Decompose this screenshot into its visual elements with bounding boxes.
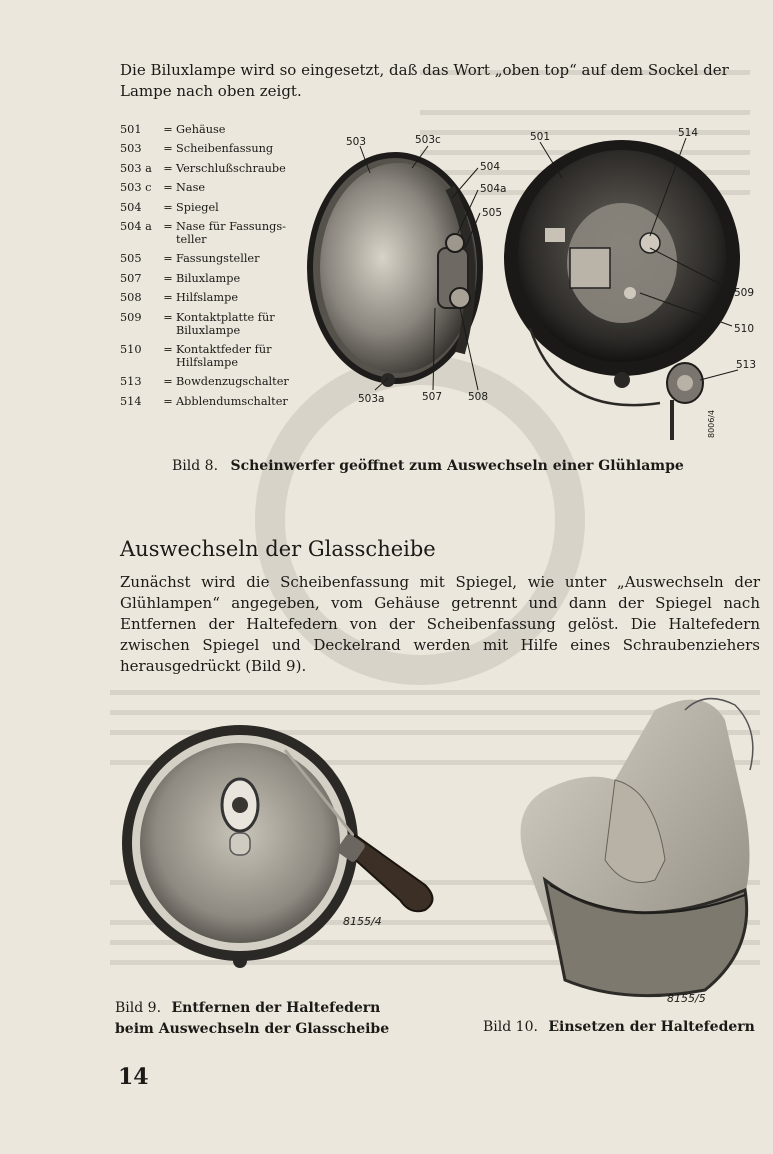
- legend-number: 501: [120, 123, 142, 136]
- intro-paragraph: Die Biluxlampe wird so eingesetzt, daß das Wort „oben top“ auf dem Sockel der Lampe nach oben zeigt.: [120, 61, 729, 100]
- legend-number: 505: [120, 252, 142, 266]
- reflector-assembly: [310, 155, 480, 387]
- legend-row: 514 = Abblendumschalter: [120, 395, 305, 408]
- callout-504: 504: [480, 161, 501, 173]
- legend-row: 501 = Gehäuse: [120, 123, 305, 136]
- legend-number: 508: [120, 291, 142, 305]
- legend-number: 503: [120, 142, 142, 156]
- figure-8-headlamp-open: [300, 118, 765, 448]
- legend-label: Biluxlampe: [176, 271, 241, 285]
- legend-number: 513: [120, 375, 142, 389]
- legend-label: Spiegel: [176, 200, 219, 214]
- figure-8-caption-prefix: Bild 8.: [172, 458, 219, 474]
- callout-509: 509: [734, 287, 755, 299]
- legend-number: 503 a: [120, 161, 152, 175]
- figure-9-caption: [115, 998, 389, 1040]
- legend-row: 510 = Kontaktfeder für Hilfslampe: [120, 343, 305, 369]
- figure-9-caption-prefix: Bild 9.: [115, 1000, 162, 1016]
- legend-number: 503 c: [120, 181, 152, 195]
- figure-8-reference: 8006/4: [707, 409, 716, 438]
- legend-row: 503 a = Verschlußschraube: [120, 162, 305, 175]
- housing-assembly: [504, 140, 740, 440]
- legend-row: 504 a = Nase für Fassungs-teller: [120, 220, 305, 246]
- callout-503a: 503a: [358, 393, 385, 405]
- figure-10-caption: [483, 1019, 755, 1035]
- legend-row: 503 c = Nase: [120, 181, 305, 194]
- legend-number: 510: [120, 342, 142, 356]
- legend-label: Nase für Fassungs-teller: [176, 219, 286, 246]
- legend-row: 504 = Spiegel: [120, 201, 305, 214]
- legend-label: Nase: [176, 181, 206, 195]
- figure-10-caption-title: Einsetzen der Haltefedern: [548, 1019, 755, 1035]
- legend-label: Scheibenfassung: [176, 142, 274, 156]
- legend-number: 504 a: [120, 219, 152, 233]
- callout-501: 501: [530, 131, 551, 143]
- figure-9-caption-line-1: Entfernen der Haltefedern: [171, 1000, 381, 1016]
- callout-507: 507: [422, 391, 443, 403]
- callout-508: 508: [468, 391, 489, 403]
- section-heading: Auswechseln der Glasscheibe: [120, 537, 436, 561]
- legend-row: 505 = Fassungsteller: [120, 252, 305, 265]
- legend-row: 513 = Bowdenzugschalter: [120, 375, 305, 388]
- figure-10-caption-prefix: Bild 10.: [483, 1019, 538, 1035]
- figure-9-removing-springs: [115, 725, 450, 975]
- legend-number: 514: [120, 394, 142, 408]
- section-paragraph: Zunächst wird die Scheibenfassung mit Spiegel, wie unter „Auswechseln der Glühlampen“ angegeben, vom Gehäuse getrennt und dann der Spiegel nach Entfernen der Haltefedern von der Scheibenfassung gelöst. Die Haltefedern zwischen Spiegel und Deckelrand werden mit Hilfe eines Schraubenziehers herausgedrückt (Bild 9).: [120, 573, 760, 675]
- callout-503: 503: [346, 136, 367, 148]
- callout-513: 513: [736, 359, 757, 371]
- legend-label: Kontaktplatte für Biluxlampe: [176, 310, 275, 337]
- callout-504a: 504a: [480, 183, 507, 195]
- legend-row: 507 = Biluxlampe: [120, 272, 305, 285]
- legend-row: 503 = Scheibenfassung: [120, 142, 305, 155]
- legend-row: 508 = Hilfslampe: [120, 291, 305, 304]
- legend-number: 509: [120, 310, 142, 324]
- legend-number: 504: [120, 200, 142, 214]
- callout-505: 505: [482, 207, 503, 219]
- figure-8-caption: [172, 458, 684, 474]
- legend-label: Abblendumschalter: [176, 394, 288, 408]
- legend-row: 509 = Kontaktplatte für Biluxlampe: [120, 311, 305, 337]
- figure-9-reference: 8155/4: [343, 915, 382, 928]
- figure-9-caption-line-2: beim Auswechseln der Glasscheibe: [115, 1021, 390, 1037]
- callout-514: 514: [678, 127, 699, 139]
- legend-label: Hilfslampe: [176, 291, 239, 305]
- figure-8-caption-title: Scheinwerfer geöffnet zum Auswechseln einer Glühlampe: [230, 458, 684, 474]
- legend-label: Verschlußschraube: [176, 161, 286, 175]
- page-number: 14: [118, 1064, 149, 1090]
- figure-10-inserting-springs: [505, 690, 765, 1010]
- callout-510: 510: [734, 323, 755, 335]
- callout-503c: 503c: [415, 134, 441, 146]
- legend-label: Gehäuse: [176, 123, 226, 136]
- legend-label: Kontaktfeder für Hilfslampe: [176, 342, 272, 369]
- legend-number: 507: [120, 271, 142, 285]
- legend-label: Fassungsteller: [176, 252, 260, 266]
- figure-10-reference: 8155/5: [667, 992, 706, 1005]
- legend-label: Bowdenzugschalter: [176, 375, 289, 389]
- parts-legend: [120, 123, 305, 414]
